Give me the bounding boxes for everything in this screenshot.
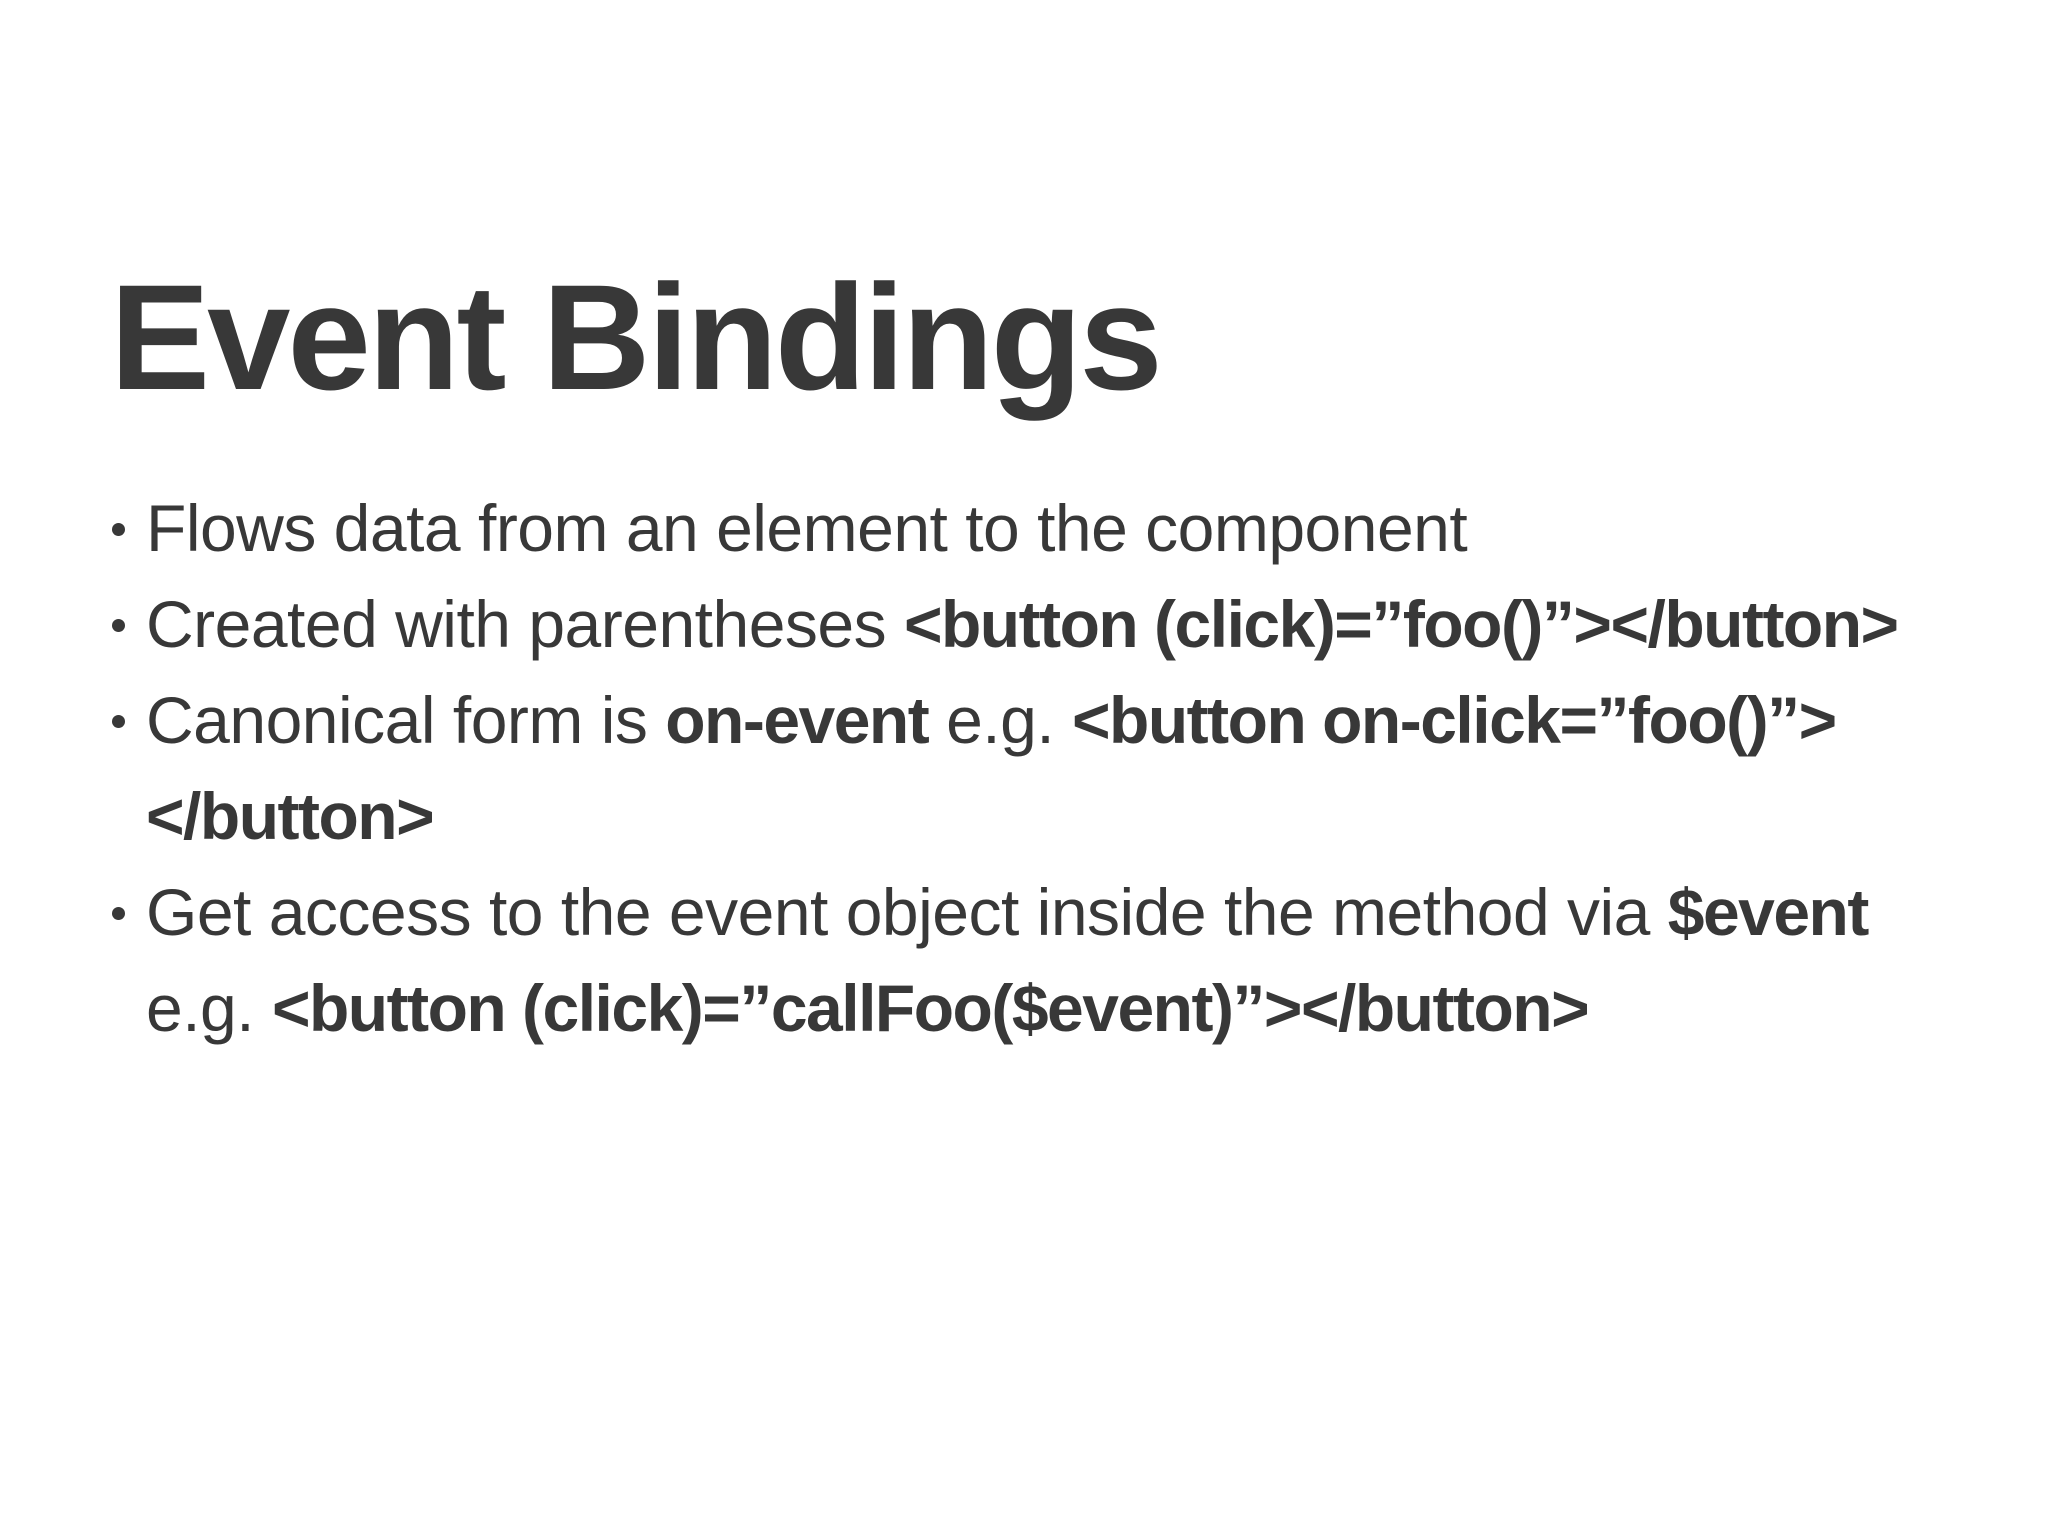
code-term: on-event: [665, 683, 929, 757]
code-snippet: <button (click)=”callFoo($event)”></button>: [271, 971, 1589, 1045]
bullet-text: e.g.: [146, 971, 272, 1045]
bullet-item: [110, 576, 1990, 672]
bullet-dot-icon: [112, 907, 125, 920]
bullet-text: e.g.: [928, 683, 1072, 757]
bullet-item: [110, 480, 1990, 576]
bullet-dot-icon: [112, 715, 125, 728]
bullet-text: Flows data from an element to the component: [146, 491, 1468, 565]
bullet-item: [110, 864, 1990, 1056]
bullet-text: Get access to the event object inside the method via: [146, 875, 1668, 949]
bullet-dot-icon: [112, 619, 125, 632]
slide-title: Event Bindings: [110, 253, 1160, 421]
code-snippet: <button on-click=”foo()”></button>: [146, 683, 1836, 853]
code-snippet: <button (click)=”foo()”></button>: [903, 587, 1898, 661]
bullet-item: [110, 672, 1990, 864]
bullet-list: [110, 480, 1990, 1056]
bullet-text: Canonical form is: [146, 683, 666, 757]
code-term: $event: [1667, 875, 1868, 949]
bullet-text: Created with parentheses: [146, 587, 904, 661]
bullet-dot-icon: [112, 523, 125, 536]
